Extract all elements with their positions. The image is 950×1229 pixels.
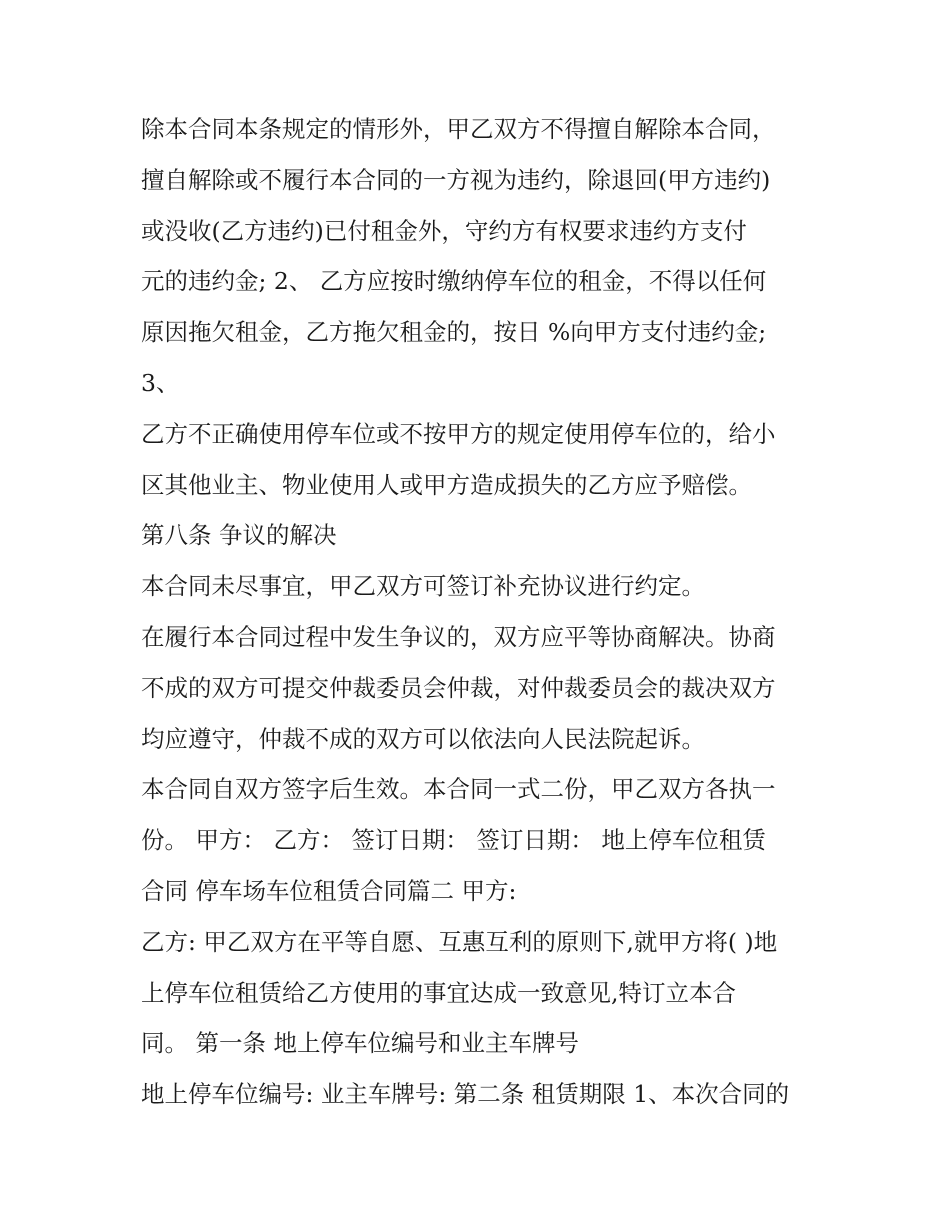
text-line: 元的违约金; 2、 乙方应按时缴纳停车位的租金，不得以任何: [141, 267, 767, 296]
text-line: 不成的双方可提交仲裁委员会仲裁，对仲裁委员会的裁决双方: [141, 673, 776, 702]
text-line: 合同 停车场车位租赁合同篇二 甲方:: [141, 876, 517, 905]
text-line: 除本合同本条规定的情形外，甲乙双方不得擅自解除本合同，: [141, 115, 776, 143]
text-line: 上停车位租赁给乙方使用的事宜达成一致意见,特订立本合: [141, 978, 736, 1007]
text-line: 区其他业主、物业使用人或甲方造成损失的乙方应予赔偿。: [141, 470, 752, 499]
text-line: 3、: [141, 368, 180, 397]
text-line: 乙方: 甲乙双方在平等自愿、互惠互利的原则下,就甲方将( )地: [141, 927, 778, 956]
text-line: 地上停车位编号: 业主车牌号: 第二条 租赁期限 1、本次合同的: [141, 1080, 790, 1109]
text-line: 份。 甲方： 乙方： 签订日期： 签订日期： 地上停车位租赁: [141, 826, 766, 855]
text-line: 同。 第一条 地上停车位编号和业主车牌号: [141, 1029, 579, 1058]
text-line: 乙方不正确使用停车位或不按甲方的规定使用停车位的，给小: [141, 419, 776, 448]
contract-text: [141, 104, 821, 1120]
text-line: 原因拖欠租金，乙方拖欠租金的，按日 %向甲方支付违约金;: [141, 318, 767, 347]
text-line: 或没收(乙方违约)已付租金外，守约方有权要求违约方支付: [141, 216, 747, 245]
text-line: 均应遵守，仲裁不成的双方可以依法向人民法院起诉。: [141, 724, 705, 753]
section-heading: 第八条 争议的解决: [141, 521, 337, 550]
text-line: 擅自解除或不履行本合同的一方视为违约，除退回(甲方违约): [141, 165, 771, 194]
text-line: 本合同自双方签字后生效。本合同一式二份，甲乙双方各执一: [141, 775, 776, 804]
text-line: 在履行本合同过程中发生争议的，双方应平等协商解决。协商: [141, 622, 776, 651]
text-line: 本合同未尽事宜，甲乙双方可签订补充协议进行约定。: [141, 572, 705, 601]
